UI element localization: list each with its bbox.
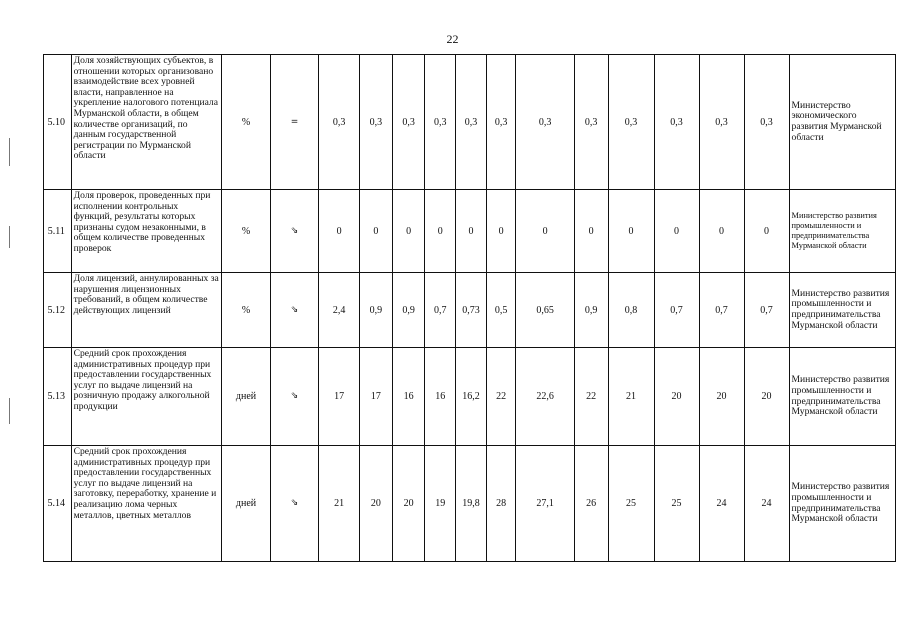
row-number: 5.14 — [44, 446, 72, 562]
value-cell: 20 — [392, 446, 425, 562]
value-cell: 19,8 — [456, 446, 487, 562]
value-cell: 16 — [392, 348, 425, 446]
value-cell: 0,3 — [654, 55, 699, 190]
value-cell: 0,3 — [360, 55, 393, 190]
value-cell: 0 — [456, 190, 487, 273]
value-cell: 0,3 — [744, 55, 789, 190]
responsible-body: Министерство экономического развития Мурманской области — [789, 55, 895, 190]
value-cell: 0 — [486, 190, 516, 273]
value-cell: 0 — [319, 190, 360, 273]
unit-cell: % — [221, 273, 270, 348]
value-cell: 0,9 — [360, 273, 393, 348]
table-row — [44, 190, 896, 273]
row-number: 5.12 — [44, 273, 72, 348]
trend-icon: ⇘ — [271, 190, 319, 273]
value-cell: 16,2 — [456, 348, 487, 446]
value-cell: 19 — [425, 446, 456, 562]
value-cell: 0 — [392, 190, 425, 273]
binding-mark — [9, 226, 10, 248]
value-cell: 0,7 — [744, 273, 789, 348]
unit-cell: дней — [221, 446, 270, 562]
value-cell: 21 — [608, 348, 654, 446]
value-cell: 0 — [516, 190, 574, 273]
value-cell: 0 — [699, 190, 744, 273]
value-cell: 21 — [319, 446, 360, 562]
value-cell: 0,3 — [319, 55, 360, 190]
value-cell: 0,3 — [486, 55, 516, 190]
value-cell: 22,6 — [516, 348, 574, 446]
value-cell: 0,8 — [608, 273, 654, 348]
value-cell: 0,3 — [425, 55, 456, 190]
value-cell: 22 — [574, 348, 608, 446]
value-cell: 25 — [654, 446, 699, 562]
trend-icon: ⇘ — [271, 446, 319, 562]
value-cell: 20 — [360, 446, 393, 562]
value-cell: 0,3 — [699, 55, 744, 190]
value-cell: 27,1 — [516, 446, 574, 562]
value-cell: 0,7 — [699, 273, 744, 348]
binding-mark — [9, 138, 10, 166]
responsible-body: Министерство развития промышленности и предпринимательства Мурманской области — [789, 348, 895, 446]
value-cell: 0,9 — [392, 273, 425, 348]
responsible-body: Министерство развития промышленности и предпринимательства Мурманской области — [789, 190, 895, 273]
value-cell: 20 — [744, 348, 789, 446]
value-cell: 0,3 — [392, 55, 425, 190]
value-cell: 20 — [699, 348, 744, 446]
row-number: 5.11 — [44, 190, 72, 273]
unit-cell: % — [221, 190, 270, 273]
row-number: 5.10 — [44, 55, 72, 190]
indicator-description: Доля лицензий, аннулированных за нарушения лицензионных требований, в общем количестве действующих лицензий — [71, 273, 221, 348]
binding-mark — [9, 398, 10, 424]
value-cell: 26 — [574, 446, 608, 562]
value-cell: 0,65 — [516, 273, 574, 348]
indicator-description: Доля проверок, проведенных при исполнении контрольных функций, результаты которых признаны судом незаконными, в общем количестве проведенных проверок — [71, 190, 221, 273]
value-cell: 28 — [486, 446, 516, 562]
unit-cell: % — [221, 55, 270, 190]
unit-cell: дней — [221, 348, 270, 446]
indicator-description: Доля хозяйствующих субъектов, в отношении которых организовано взаимодействие всех уровней власти, направленное на укрепление налогового потенциала Мурманской области, в общем количестве организаций, по данным государственной регистрации по Мурманской области — [71, 55, 221, 190]
trend-icon: ⇘ — [271, 348, 319, 446]
indicators-table — [43, 54, 896, 562]
responsible-body: Министерство развития промышленности и предпринимательства Мурманской области — [789, 446, 895, 562]
value-cell: 0,7 — [654, 273, 699, 348]
value-cell: 0 — [425, 190, 456, 273]
value-cell: 16 — [425, 348, 456, 446]
value-cell: 17 — [360, 348, 393, 446]
value-cell: 0 — [608, 190, 654, 273]
value-cell: 25 — [608, 446, 654, 562]
value-cell: 0 — [574, 190, 608, 273]
value-cell: 22 — [486, 348, 516, 446]
row-number: 5.13 — [44, 348, 72, 446]
responsible-body: Министерство развития промышленности и предпринимательства Мурманской области — [789, 273, 895, 348]
value-cell: 20 — [654, 348, 699, 446]
table-row — [44, 446, 896, 562]
value-cell: 0,3 — [574, 55, 608, 190]
table-row — [44, 55, 896, 190]
page-number: 22 — [446, 32, 459, 46]
trend-icon: = — [271, 55, 319, 190]
value-cell: 2,4 — [319, 273, 360, 348]
value-cell: 0 — [360, 190, 393, 273]
indicator-description: Средний срок прохождения административных процедур при предоставлении государственных услуг по выдаче лицензий на заготовку, переработку, хранение и реализацию лома черных металлов, цветных металлов — [71, 446, 221, 562]
value-cell: 24 — [744, 446, 789, 562]
value-cell: 24 — [699, 446, 744, 562]
value-cell: 0 — [654, 190, 699, 273]
table-row — [44, 348, 896, 446]
value-cell: 0,9 — [574, 273, 608, 348]
value-cell: 0,3 — [516, 55, 574, 190]
value-cell: 0,3 — [608, 55, 654, 190]
value-cell: 17 — [319, 348, 360, 446]
value-cell: 0,7 — [425, 273, 456, 348]
value-cell: 0,3 — [456, 55, 487, 190]
indicator-description: Средний срок прохождения административных процедур при предоставлении государственных услуг по выдаче лицензий на розничную продажу алкогольной продукции — [71, 348, 221, 446]
trend-icon: ⇘ — [271, 273, 319, 348]
value-cell: 0 — [744, 190, 789, 273]
value-cell: 0,5 — [486, 273, 516, 348]
table-row — [44, 273, 896, 348]
value-cell: 0,73 — [456, 273, 487, 348]
